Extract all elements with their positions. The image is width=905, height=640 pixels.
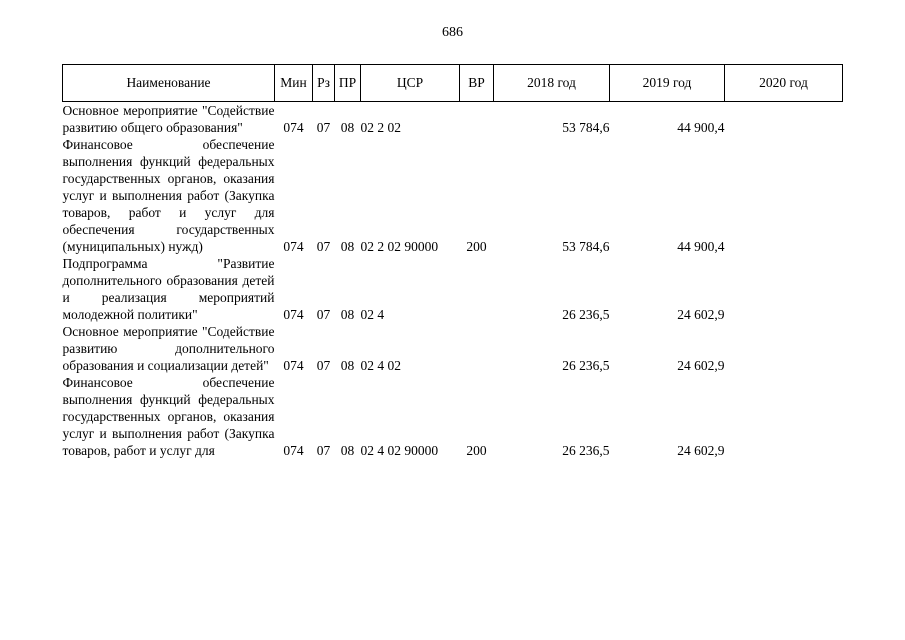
row-vr <box>460 255 494 323</box>
row-2019: 24 602,9 <box>677 443 725 458</box>
row-vr: 200 <box>466 443 487 458</box>
row-2019: 44 900,4 <box>677 120 725 135</box>
row-vr: 200 <box>466 239 487 254</box>
row-csr: 02 4 <box>360 307 385 322</box>
header-2018: 2018 год <box>494 65 610 102</box>
row-pr: 08 <box>340 358 355 373</box>
row-csr: 02 2 02 <box>360 120 401 135</box>
row-2018: 53 784,6 <box>562 239 610 254</box>
row-2019: 24 602,9 <box>677 307 725 322</box>
row-2018: 26 236,5 <box>562 443 610 458</box>
row-rz: 07 <box>316 358 331 373</box>
row-2020 <box>725 374 843 459</box>
row-rz: 07 <box>316 443 331 458</box>
row-csr: 02 4 02 <box>360 358 401 373</box>
row-min: 074 <box>283 307 304 322</box>
row-pr: 08 <box>340 307 355 322</box>
row-pr: 08 <box>340 443 355 458</box>
row-2020 <box>725 136 843 255</box>
header-2020: 2020 год <box>725 65 843 102</box>
table-row <box>63 102 843 137</box>
row-name: Подпрограмма "Развитие дополнительного образования детей и реализация мероприятий молодежной политики" <box>62 256 275 322</box>
row-csr: 02 4 02 90000 <box>360 443 439 458</box>
header-2019: 2019 год <box>610 65 725 102</box>
table-row <box>63 136 843 255</box>
header-vr: ВР <box>460 65 494 102</box>
row-min: 074 <box>283 239 304 254</box>
row-name: Основное мероприятие "Содействие развитию дополнительного образования и социализации детей" <box>62 324 275 373</box>
row-2020 <box>725 255 843 323</box>
row-rz: 07 <box>316 239 331 254</box>
page-number: 686 <box>442 25 463 40</box>
row-name: Финансовое обеспечение выполнения функций федеральных государственных органов, оказания услуг и выполнения работ (Закупка товаров, работ и услуг для <box>62 375 275 458</box>
table-row <box>63 323 843 374</box>
row-name: Основное мероприятие "Содействие развитию общего образования" <box>62 103 275 135</box>
header-min: Мин <box>275 65 313 102</box>
row-min: 074 <box>283 358 304 373</box>
row-vr <box>460 102 494 137</box>
header-pr: ПР <box>335 65 361 102</box>
budget-table <box>62 64 843 459</box>
row-2018: 26 236,5 <box>562 358 610 373</box>
row-rz: 07 <box>316 120 331 135</box>
row-2018: 26 236,5 <box>562 307 610 322</box>
row-pr: 08 <box>340 120 355 135</box>
row-2018: 53 784,6 <box>562 120 610 135</box>
row-2020 <box>725 102 843 137</box>
table-header-row <box>63 65 843 102</box>
row-pr: 08 <box>340 239 355 254</box>
header-name: Наименование <box>63 65 275 102</box>
row-min: 074 <box>283 120 304 135</box>
header-rz: Рз <box>313 65 335 102</box>
table-row <box>63 374 843 459</box>
row-name: Финансовое обеспечение выполнения функций федеральных государственных органов, оказания услуг и выполнения работ (Закупка товаров, работ и услуг для обеспечения государственных (муниципальных) нужд) <box>62 137 275 254</box>
row-min: 074 <box>283 443 304 458</box>
row-2019: 44 900,4 <box>677 239 725 254</box>
row-2020 <box>725 323 843 374</box>
table-row <box>63 255 843 323</box>
row-2019: 24 602,9 <box>677 358 725 373</box>
row-vr <box>460 323 494 374</box>
row-rz: 07 <box>316 307 331 322</box>
row-csr: 02 2 02 90000 <box>360 239 439 254</box>
header-csr: ЦСР <box>361 65 460 102</box>
